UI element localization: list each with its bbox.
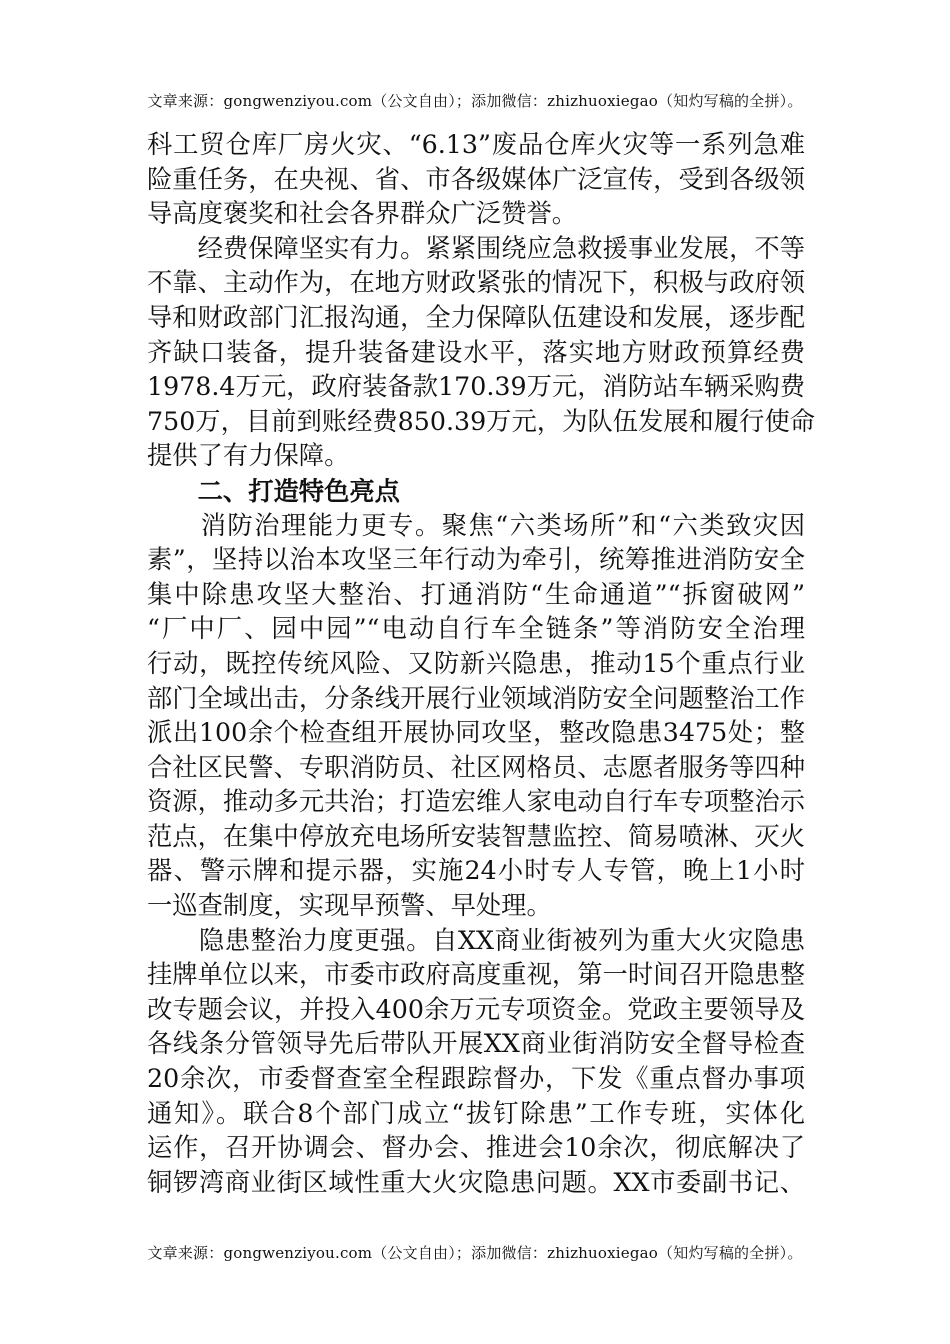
text-line: 资源，推动多元共治；打造宏维人家电动自行车专项整治示: [147, 787, 805, 817]
paragraph: [147, 509, 805, 924]
text-line: 一巡查制度，实现早预警、早处理。: [147, 891, 552, 921]
text-line: 器、警示牌和提示器，实施24小时专人专管，晚上1小时: [147, 856, 805, 886]
text-line: 二、打造特色亮点: [147, 475, 400, 506]
text-line: 素”，坚持以治本攻坚三年行动为牵引，统筹推进消防安全: [147, 545, 805, 575]
header-source-line: 文章来源：gongwenziyou.com（公文自由）；添加微信：zhizhuoxiegao（知灼写稿的全拼）。: [147, 92, 803, 110]
section-heading: [147, 474, 805, 509]
text-line: 合社区民警、专职消防员、社区网格员、志愿者服务等四种: [147, 752, 805, 782]
text-line: 行动，既控传统风险、又防新兴隐患，推动15个重点行业: [147, 648, 805, 678]
text-line: 750万，目前到账经费850.39万元，为队伍发展和履行使命: [147, 406, 816, 436]
footer-source-line: 文章来源：gongwenziyou.com（公文自由）；添加微信：zhizhuoxiegao（知灼写稿的全拼）。: [147, 1244, 803, 1262]
text-line: 1978.4万元，政府装备款170.39万元，消防站车辆采购费: [147, 372, 805, 402]
text-line: 派出100余个检查组开展协同攻坚，整改隐患3475处；整: [147, 718, 805, 748]
text-line: 20余次，市委督查室全程跟踪督办，下发《重点督办事项: [147, 1064, 805, 1094]
text-line: 集中除患攻坚大整治、打通消防“生命通道”“拆窗破网”: [147, 579, 805, 609]
text-line: 科工贸仓库厂房火灾、“6.13”废品仓库火灾等一系列急难: [147, 130, 805, 159]
text-line: 经费保障坚实有力。紧紧围绕应急救援事业发展，不等: [147, 233, 805, 263]
document-body: [147, 128, 816, 1200]
paragraph: [147, 128, 805, 232]
text-line: 险重任务，在央视、省、市各级媒体广泛宣传，受到各级领: [147, 164, 805, 194]
text-line: 导和财政部门汇报沟通，全力保障队伍建设和发展，逐步配: [147, 302, 805, 332]
text-line: 消防治理能力更专。聚焦“六类场所”和“六类致灾因: [147, 510, 805, 540]
text-line: “厂中厂、园中园”“电动自行车全链条”等消防安全治理: [147, 614, 805, 644]
text-line: 通知》。联合8个部门成立“拔钉除患”工作专班，实体化: [147, 1098, 805, 1128]
text-line: 范点，在集中停放充电场所安装智慧监控、简易喷淋、灭火: [147, 821, 805, 851]
text-line: 各线条分管领导先后带队开展XX商业街消防安全督导检查: [147, 1029, 805, 1059]
text-line: 齐缺口装备，提升装备建设水平，落实地方财政预算经费: [147, 337, 805, 367]
text-line: 挂牌单位以来，市委市政府高度重视，第一时间召开隐患整: [147, 960, 805, 990]
text-line: 部门全域出击，分条线开展行业领域消防安全问题整治工作: [147, 683, 805, 713]
text-line: 隐患整治力度更强。自XX商业街被列为重大火灾隐患: [147, 925, 805, 955]
paragraph: [147, 232, 816, 474]
text-line: 不靠、主动作为，在地方财政紧张的情况下，积极与政府领: [147, 268, 805, 298]
text-line: 铜锣湾商业街区域性重大火灾隐患问题。XX市委副书记、: [147, 1167, 805, 1197]
text-line: 改专题会议，并投入400余万元专项资金。党政主要领导及: [147, 994, 805, 1024]
text-line: 提供了有力保障。: [147, 441, 350, 471]
paragraph: [147, 924, 805, 1201]
text-line: 导高度褒奖和社会各界群众广泛赞誉。: [147, 199, 578, 229]
text-line: 运作，召开协调会、督办会、推进会10余次，彻底解决了: [147, 1133, 805, 1163]
